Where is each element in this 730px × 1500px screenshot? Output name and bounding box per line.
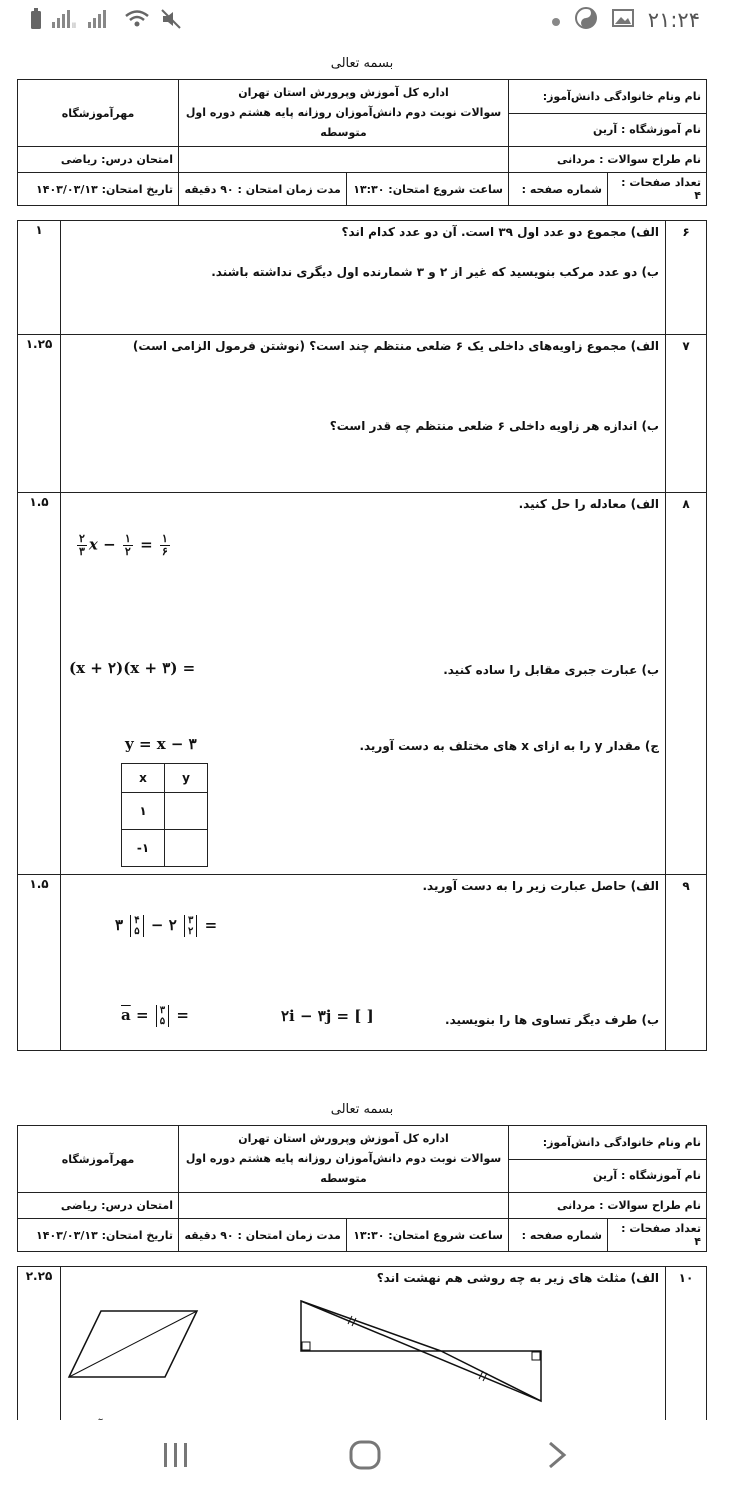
right-angle-mark xyxy=(302,1342,310,1350)
fraction: $\frac{۲}{۳}$ xyxy=(79,532,85,558)
question-number: ۱۰ xyxy=(666,1267,707,1447)
question-score: ۲.۲۵ xyxy=(18,1267,61,1447)
q8-part-c: ج) مقدار y را به ازای x های مختلف به دست آورید. xyxy=(359,739,659,753)
question-score: ۱.۵ xyxy=(18,493,61,875)
school-name: نام آموزشگاه : آرین xyxy=(509,1159,707,1193)
xy-header-x: x xyxy=(122,764,165,793)
q6-part-b: ب) دو عدد مرکب بنویسید که غیر از ۲ و ۳ شمارنده اول دیگری نداشته باشند. xyxy=(211,265,659,279)
clock: ۲۱:۲۴ xyxy=(647,8,700,32)
fraction: $\frac{۱}{۲}$ xyxy=(124,532,131,558)
signal-icon-2 xyxy=(88,10,114,32)
xy-table xyxy=(121,763,208,867)
matrix: ۳ ۵ xyxy=(156,1005,169,1027)
question-score: ۱ xyxy=(18,221,61,335)
exam-date: تاریخ امتحان: ۱۴۰۳/۰۳/۱۳ xyxy=(18,1219,179,1252)
question-row-9 xyxy=(18,875,707,1051)
signal-icon xyxy=(52,10,78,32)
exam-title: سوالات نوبت دوم دانش‌آموزان روزانه پایه هشتم دوره اول متوسطه xyxy=(185,106,502,139)
page-number: شماره صفحه : xyxy=(509,173,608,206)
q9-ij-expression: ۲i − ۳j = [ ] xyxy=(281,1007,374,1025)
question-row-7 xyxy=(18,335,707,493)
pages-count: تعداد صفحات : ۴ xyxy=(608,1219,707,1252)
question-body xyxy=(61,875,666,1051)
page-number: شماره صفحه : xyxy=(509,1219,608,1252)
question-number: ۶ xyxy=(666,221,707,335)
back-button[interactable] xyxy=(542,1440,572,1478)
recent-apps-button[interactable] xyxy=(158,1440,194,1478)
question-body xyxy=(61,335,666,493)
q6-part-a: الف) مجموع دو عدد اول ۳۹ است. آن دو عدد کدام اند؟ xyxy=(341,225,659,239)
question-body xyxy=(61,493,666,875)
q9-vector: $\overline{a}$ = ۳ ۵ = xyxy=(121,1005,189,1027)
office-name: اداره کل آموزش وپرورش استان تهران xyxy=(238,1132,449,1145)
q10-part-a: الف) مثلث های زیر به چه روشی هم نهشت اند؟ xyxy=(376,1271,659,1285)
xy-y-value xyxy=(165,793,208,830)
matrix: ۴ ۵ xyxy=(130,915,143,937)
xy-x-value: -۱ xyxy=(122,830,165,867)
exam-page-1 xyxy=(17,56,707,1051)
xy-y-value xyxy=(165,830,208,867)
battery-icon xyxy=(30,8,42,34)
q9-part-a: الف) حاصل عبارت زیر را به دست آورید. xyxy=(422,879,659,893)
navigation-bar xyxy=(0,1420,730,1500)
q9-matrix-expression: ۳ ۴ ۵ − ۲ ۳ ۲ = xyxy=(115,915,218,937)
right-angle-mark xyxy=(532,1352,540,1360)
q8-equation: $\frac{۲}{۳}$ x − $\frac{۱}{۲}$ = $\frac{۱}{۶}$ xyxy=(79,532,168,558)
xy-header-y: y xyxy=(165,764,208,793)
designer-name: نام طراح سوالات : مردانی xyxy=(509,147,707,173)
q8-expression: (x + ۲)(x + ۳) = xyxy=(69,659,196,677)
student-name-label: نام ونام خانوادگی دانش‌آموز: xyxy=(509,80,707,114)
question-number: ۹ xyxy=(666,875,707,1051)
subject: امتحان درس: ریاضی xyxy=(18,147,179,173)
q8-line-equation: y = x − ۳ xyxy=(125,735,197,753)
bismillah: بسمه تعالی xyxy=(330,1102,394,1117)
question-number: ۷ xyxy=(666,335,707,493)
exam-date: تاریخ امتحان: ۱۴۰۳/۰۳/۱۳ xyxy=(18,173,179,206)
q7-part-a: الف) مجموع زاویه‌های داخلی یک ۶ ضلعی منتظم چند است؟ (نوشتن فرمول الزامی است) xyxy=(132,339,659,353)
bismillah: بسمه تعالی xyxy=(330,56,394,71)
wifi-icon xyxy=(124,9,150,33)
question-body xyxy=(61,221,666,335)
question-score: ۱.۲۵ xyxy=(18,335,61,493)
gallery-icon xyxy=(612,8,634,32)
school-stamp: مهرآموزشگاه xyxy=(18,80,179,147)
question-row-8 xyxy=(18,493,707,875)
exam-header xyxy=(17,79,707,206)
q9-part-b: ب) طرف دیگر تساوی ها را بنویسید. xyxy=(445,1013,659,1027)
xy-x-value: ۱ xyxy=(122,793,165,830)
duration: مدت زمان امتحان : ۹۰ دقیقه xyxy=(179,1219,347,1252)
triangle-lower xyxy=(441,1351,541,1401)
school-name: نام آموزشگاه : آرین xyxy=(509,113,707,147)
exam-title-cell xyxy=(179,1126,509,1193)
parallelogram-diagonal xyxy=(69,1311,197,1377)
status-bar xyxy=(0,0,730,44)
start-time: ساعت شروع امتحان: ۱۳:۳۰ xyxy=(346,1219,508,1252)
svg-text:ll: ll xyxy=(72,22,76,28)
subject: امتحان درس: ریاضی xyxy=(18,1193,179,1219)
exam-title-cell xyxy=(179,80,509,147)
mute-icon xyxy=(160,9,182,33)
home-button[interactable] xyxy=(348,1440,384,1478)
fraction: $\frac{۱}{۶}$ xyxy=(161,532,168,558)
start-time: ساعت شروع امتحان: ۱۳:۳۰ xyxy=(346,173,508,206)
student-name-label: نام ونام خانوادگی دانش‌آموز: xyxy=(509,1126,707,1160)
triangles-figure xyxy=(61,1287,661,1411)
exam-title: سوالات نوبت دوم دانش‌آموزان روزانه پایه هشتم دوره اول متوسطه xyxy=(185,1152,502,1185)
matrix: ۳ ۲ xyxy=(184,915,197,937)
dot-icon xyxy=(552,11,560,30)
exam-page-2 xyxy=(17,1102,707,1447)
app-notification-icon xyxy=(574,6,598,34)
office-name: اداره کل آموزش وپرورش استان تهران xyxy=(238,86,449,99)
question-score: ۱.۵ xyxy=(18,875,61,1051)
duration: مدت زمان امتحان : ۹۰ دقیقه xyxy=(179,173,347,206)
designer-name: نام طراح سوالات : مردانی xyxy=(509,1193,707,1219)
school-stamp: مهرآموزشگاه xyxy=(18,1126,179,1193)
questions-table xyxy=(17,220,707,1051)
triangle-upper xyxy=(301,1301,441,1351)
question-number: ۸ xyxy=(666,493,707,875)
pages-count: تعداد صفحات : ۴ xyxy=(608,173,707,206)
q8-part-b: ب) عبارت جبری مقابل را ساده کنید. xyxy=(443,663,659,677)
q7-part-b: ب) اندازه هر زاویه داخلی ۶ ضلعی منتظم چه قدر است؟ xyxy=(329,419,659,433)
question-row-6 xyxy=(18,221,707,335)
exam-header xyxy=(17,1125,707,1252)
q8-part-a: الف) معادله را حل کنید. xyxy=(518,497,659,511)
